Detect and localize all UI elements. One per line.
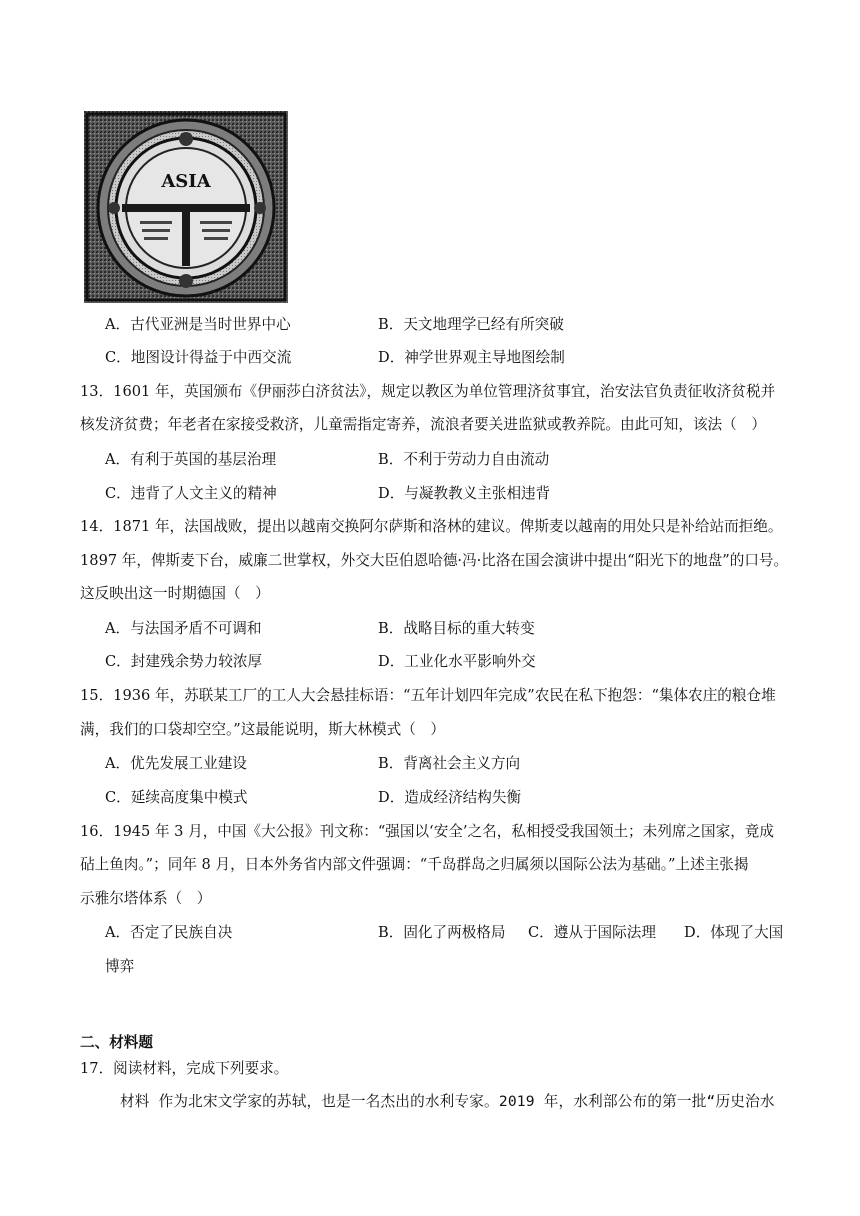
q13-option-c[interactable]: C．违背了人文主义的精神 — [105, 485, 277, 502]
asia-label: ASIA — [161, 171, 211, 192]
q14-option-d[interactable]: D．工业化水平影响外交 — [378, 653, 536, 670]
q17-material-line-1: 材料 作为北宋文学家的苏轼，也是一名杰出的水利专家。2019 年，水利部公布的第一批“历史治水 — [120, 1093, 775, 1110]
q16-stem-line-1: 16．1945 年 3 月，中国《大公报》刊文称：“强国以‘安全’之名，私相授受我国领土；未列席之国家，竟成 — [80, 823, 774, 840]
section-title: 二、材料题 — [80, 1034, 153, 1051]
q15-option-a[interactable]: A．优先发展工业建设 — [105, 755, 247, 772]
q12-option-b[interactable]: B．天文地理学已经有所突破 — [378, 316, 564, 333]
q13-option-d[interactable]: D．与凝教教义主张相违背 — [378, 485, 551, 502]
q16-option-d-continued: 博弈 — [105, 958, 135, 975]
q16-stem-line-3: 示雅尔塔体系（ ） — [80, 890, 212, 907]
q15-option-b[interactable]: B．背离社会主义方向 — [378, 755, 521, 772]
q14-stem-line-2: 1897 年，俾斯麦下台，威廉二世掌权，外交大臣伯恩哈德·冯·比洛在国会演讲中提出“阳光下的地盘”的口号。 — [80, 552, 789, 569]
q16-option-b[interactable]: B．固化了两极格局 — [378, 924, 506, 941]
q16-option-a[interactable]: A．否定了民族自决 — [105, 924, 233, 941]
q13-option-a[interactable]: A．有利于英国的基层治理 — [105, 451, 277, 468]
q16-stem-line-2: 砧上鱼肉。”；同年 8 月，日本外务省内部文件强调：“千岛群岛之归属须以国际公法为基础。”上述主张揭 — [80, 856, 749, 873]
q13-option-b[interactable]: B．不利于劳动力自由流动 — [378, 451, 550, 468]
q16-option-c[interactable]: C．遵从于国际法理 — [528, 924, 656, 941]
q15-option-d[interactable]: D．造成经济结构失衡 — [378, 789, 522, 806]
q12-option-c[interactable]: C．地图设计得益于中西交流 — [105, 349, 292, 366]
q15-option-c[interactable]: C．延续高度集中模式 — [105, 789, 248, 806]
q16-option-d[interactable]: D．体现了大国 — [684, 924, 784, 941]
q17-stem: 17．阅读材料，完成下列要求。 — [80, 1060, 289, 1077]
q14-option-b[interactable]: B．战略目标的重大转变 — [378, 620, 535, 637]
t-o-world-map-image — [84, 111, 288, 303]
q13-stem-line-2: 核发济贫费；年老者在家接受救济，儿童需指定寄养，流浪者要关进监狱或教养院。由此可知，该法（ ） — [80, 416, 766, 433]
q12-option-d[interactable]: D．神学世界观主导地图绘制 — [378, 349, 565, 366]
q12-option-a[interactable]: A．古代亚洲是当时世界中心 — [105, 316, 291, 333]
q14-stem-line-1: 14．1871 年，法国战败，提出以越南交换阿尔萨斯和洛林的建议。俾斯麦以越南的用处只是补给站而拒绝。 — [80, 518, 783, 535]
q14-option-a[interactable]: A．与法国矛盾不可调和 — [105, 620, 262, 637]
q15-stem-line-1: 15．1936 年，苏联某工厂的工人大会悬挂标语：“五年计划四年完成”农民在私下抱怨：“集体农庄的粮仓堆 — [80, 687, 776, 704]
q14-option-c[interactable]: C．封建残余势力较浓厚 — [105, 653, 263, 670]
q13-stem-line-1: 13．1601 年，英国颁布《伊丽莎白济贫法》，规定以教区为单位管理济贫事宜，治安法官负责征收济贫税并 — [80, 383, 776, 400]
q14-stem-line-3: 这反映出这一时期德国（ ） — [80, 585, 270, 602]
q15-stem-line-2: 满，我们的口袋却空空。”这最能说明，斯大林模式（ ） — [80, 721, 446, 738]
t-o-map-drawing — [84, 111, 288, 303]
